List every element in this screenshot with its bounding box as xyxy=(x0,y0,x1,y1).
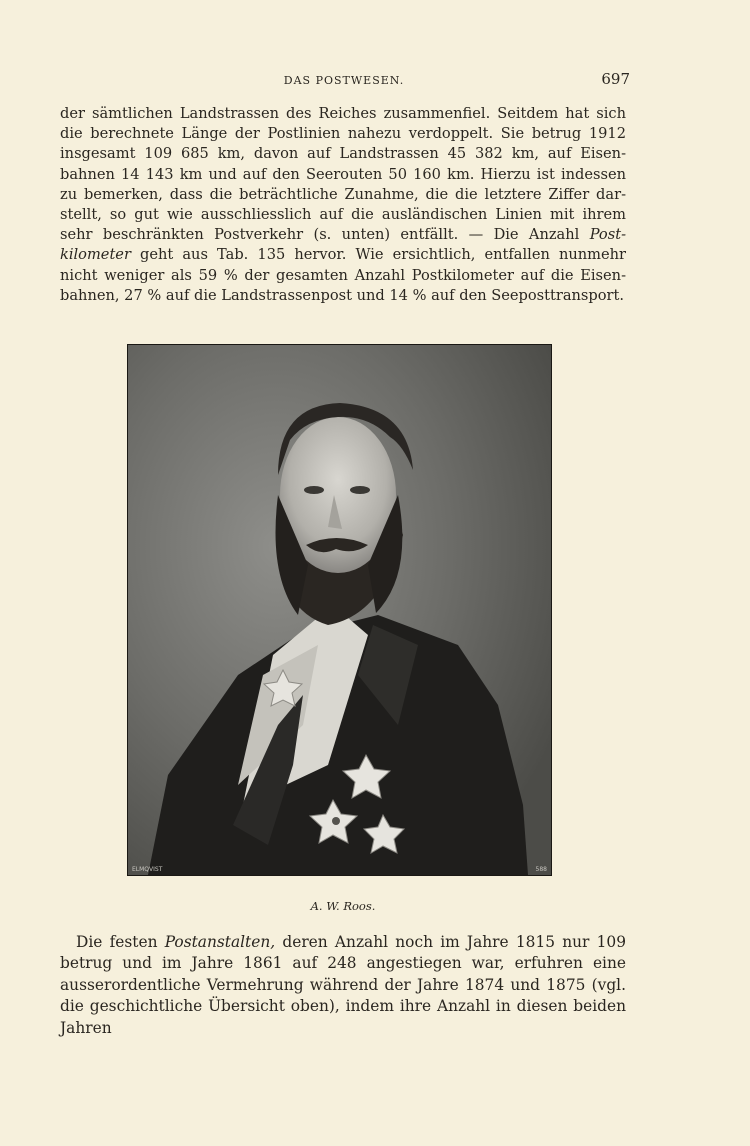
running-head xyxy=(60,70,628,90)
paragraph-text: der sämtlichen Landstrassen des Reiches zusammenfiel. Seitdem hat sich die berechnete Länge der Postlinien nahezu verdoppelt. Sie betrug 1912 insgesamt 109 685 km, davon auf Landstrassen 45 382 km, auf Eisenbahnen 14 143 km und auf den Seerouten 50 160 km. Hierzu ist indessen zu bemerken, dass die beträchtliche Zunahme, die die letztere Ziffer darstellt, so gut wie ausschliesslich auf die ausländischen Linien mit ihrem sehr beschränkten Postverkehr (s. unten) entfällt. — Die Anzahl xyxy=(60,105,626,244)
paragraph-postanstalten xyxy=(60,932,626,1039)
page-number: 697 xyxy=(601,70,630,88)
emphasis-postkilometer: Postkilometer xyxy=(60,226,626,264)
plate-number: 588 xyxy=(535,866,547,873)
plate-credit-left: ELMQVIST xyxy=(132,866,163,873)
paragraph-text: Die festen xyxy=(76,933,165,951)
running-title: DAS POSTWESEN. xyxy=(283,74,405,87)
paragraph-postlinien xyxy=(60,104,626,306)
emphasis-postanstalten: Postanstalten, xyxy=(164,933,276,951)
paragraph-text: geht aus Tab. 135 hervor. Wie ersichtlich, entfallen nunmehr nicht weniger als 59 % der gesamten Anzahl Postkilometer auf die Eisenbahnen, 27 % auf die Landstrassenpost und 14 % auf den Seeposttransport. xyxy=(60,246,626,304)
portrait-photograph xyxy=(127,344,552,876)
figure-caption: A. W. Roos. xyxy=(310,899,376,913)
portrait-image xyxy=(128,345,551,875)
paragraph-text: deren Anzahl noch im Jahre 1815 nur 109 betrug und im Jahre 1861 auf 248 angestiegen war, erfuhren eine ausserordentliche Vermehrung während der Jahre 1874 und 1875 (vgl. die geschichtliche Übersicht oben), indem ihre Anzahl in diesen beiden Jahren xyxy=(60,933,627,1037)
